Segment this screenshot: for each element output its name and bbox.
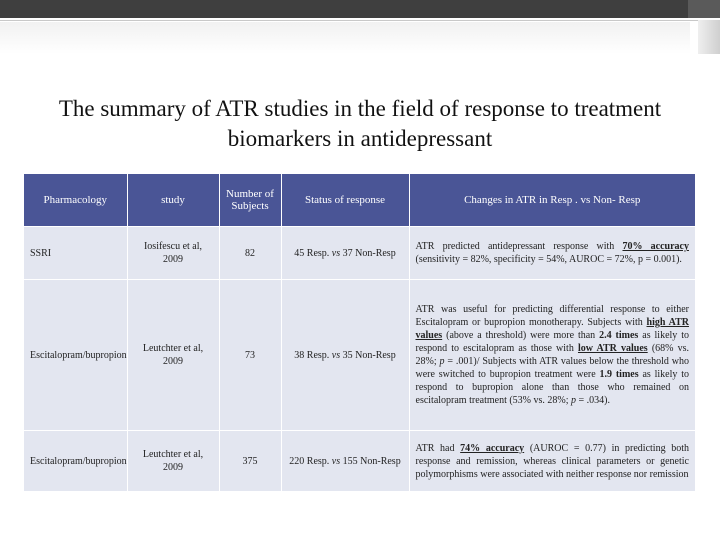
changes-text: as likely to respond to escitalopram as those with bbox=[415, 330, 689, 354]
cell-subjects: 375 bbox=[219, 431, 281, 492]
cell-pharmacology: Escitalopram/bupropion bbox=[24, 280, 127, 431]
cell-pharmacology: Escitalopram/bupropion bbox=[24, 431, 127, 492]
cell-status bbox=[281, 227, 409, 280]
table-row bbox=[24, 227, 695, 280]
cell-study: Leutchter et al, 2009 bbox=[127, 431, 219, 492]
changes-highlight: high ATR values bbox=[415, 317, 689, 341]
status-vs: vs bbox=[331, 349, 341, 361]
slide-top-bar bbox=[0, 0, 720, 18]
changes-text: (AUROC = 0.77) in predicting both response and remission, whereas clinical parameters or genetic polymorphisms were associated with neither response nor remission bbox=[415, 442, 690, 480]
header-changes-in-atr: Changes in ATR in Resp . vs Non- Resp bbox=[409, 174, 695, 227]
status-vs: vs bbox=[331, 455, 341, 467]
cell-pharmacology: SSRI bbox=[24, 227, 127, 280]
changes-text: ATR was useful for predicting differential response to either Escitalopram or bupropion monotherapy. Subjects with bbox=[415, 304, 689, 328]
header-status-of-response: Status of response bbox=[281, 174, 409, 227]
changes-text: ATR predicted antidepressant response with bbox=[415, 241, 615, 252]
slide-header-shade bbox=[0, 22, 690, 54]
slide-title-line-2: biomarkers in antidepressant bbox=[227, 126, 493, 151]
changes-text: (sensitivity = 82%, specificity = 54%, AUROC = 72%, p = 0.001). bbox=[415, 254, 682, 265]
changes-text: ATR had bbox=[415, 442, 455, 454]
table-row bbox=[24, 431, 695, 492]
changes-text: (68% vs. 28%; bbox=[415, 343, 689, 367]
status-nonresponders: 35 Non-Resp bbox=[342, 349, 396, 361]
cell-changes bbox=[409, 280, 695, 431]
changes-highlight: low ATR values bbox=[577, 343, 648, 354]
changes-highlight: 74% accuracy bbox=[460, 442, 525, 454]
status-vs: vs bbox=[331, 247, 341, 259]
status-responders: 38 Resp. bbox=[294, 349, 330, 361]
header-study: study bbox=[127, 174, 219, 227]
cell-subjects: 82 bbox=[219, 227, 281, 280]
cell-status bbox=[281, 280, 409, 431]
slide-title-line-1: The summary of ATR studies in the field of response to treatment bbox=[58, 96, 662, 121]
cell-changes bbox=[409, 227, 695, 280]
slide-title bbox=[20, 94, 700, 154]
changes-text: as likely to respond to bupropion alone than those who remained on escitalopram treatment (53% vs. 28%; bbox=[415, 369, 689, 406]
changes-text: = .034). bbox=[578, 395, 610, 406]
changes-highlight: 70% accuracy bbox=[622, 241, 689, 252]
slide-divider-line bbox=[0, 20, 720, 21]
changes-text: (above a threshold) were more than bbox=[446, 330, 596, 341]
changes-bold: 1.9 times bbox=[599, 369, 639, 380]
cell-status bbox=[281, 431, 409, 492]
changes-italic: p bbox=[571, 395, 577, 406]
header-pharmacology: Pharmacology bbox=[24, 174, 127, 227]
status-nonresponders: 155 Non-Resp bbox=[342, 455, 401, 467]
cell-study: Iosifescu et al, 2009 bbox=[127, 227, 219, 280]
status-nonresponders: 37 Non-Resp bbox=[342, 247, 396, 259]
table-row bbox=[24, 280, 695, 431]
slide-corner-decoration bbox=[698, 20, 720, 54]
table-header-row bbox=[24, 174, 695, 227]
cell-study: Leutchter et al, 2009 bbox=[127, 280, 219, 431]
status-responders: 220 Resp. bbox=[289, 455, 330, 467]
changes-italic: p bbox=[439, 356, 445, 367]
changes-text: = .001)/ Subjects with ATR values below the threshold who were switched to bupropion treatment were bbox=[415, 356, 690, 380]
cell-subjects: 73 bbox=[219, 280, 281, 431]
header-number-of-subjects: Number of Subjects bbox=[219, 174, 281, 227]
atr-studies-table bbox=[24, 174, 695, 491]
cell-changes bbox=[409, 431, 695, 492]
status-responders: 45 Resp. bbox=[294, 247, 330, 259]
changes-bold: 2.4 times bbox=[599, 330, 639, 341]
slide-top-bar-accent bbox=[688, 0, 720, 18]
